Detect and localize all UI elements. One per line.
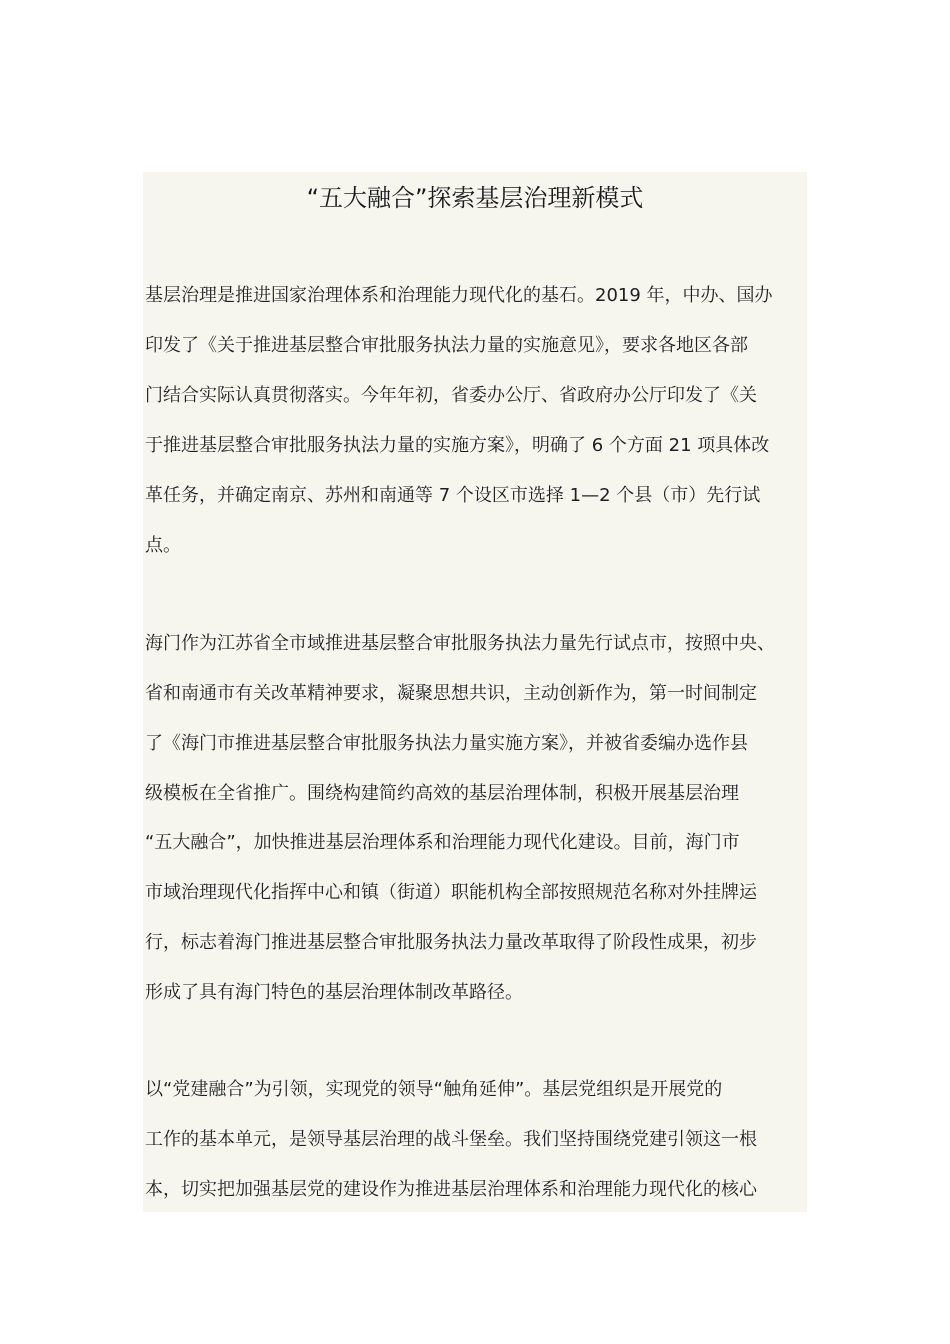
paragraph-2-line-1: 海门作为江苏省全市域推进基层整合审批服务执法力量先行试点市，按照中央、 — [145, 633, 775, 654]
paragraph-2-line-5: “五大融合”，加快推进基层治理体系和治理能力现代化建设。目前，海门市 — [145, 832, 740, 853]
paragraph-1-line-2: 印发了《关于推进基层整合审批服务执法力量的实施意见》，要求各地区各部 — [145, 335, 748, 356]
paragraph-2-line-3: 了《海门市推进基层整合审批服务执法力量实施方案》，并被省委编办选作县 — [145, 733, 748, 754]
paragraph-3-line-1: 以“党建融合”为引领，实现党的领导“触角延伸”。基层党组织是开展党的 — [145, 1079, 723, 1100]
paragraph-2-line-7: 行，标志着海门推进基层整合审批服务执法力量改革取得了阶段性成果，初步 — [145, 932, 757, 953]
document-title: “五大融合”探索基层治理新模式 — [306, 184, 644, 212]
paragraph-1-line-4: 于推进基层整合审批服务执法力量的实施方案》，明确了 6 个方面 21 项具体改 — [145, 435, 770, 456]
paragraph-2-line-2: 省和南通市有关改革精神要求，凝聚思想共识，主动创新作为，第一时间制定 — [145, 683, 757, 704]
paragraph-2-line-8: 形成了具有海门特色的基层治理体制改革路径。 — [145, 982, 523, 1003]
paragraph-1-line-3: 门结合实际认真贯彻落实。今年年初，省委办公厅、省政府办公厅印发了《关 — [145, 385, 757, 406]
paragraph-2-line-6: 市域治理现代化指挥中心和镇（街道）职能机构全部按照规范名称对外挂牌运 — [145, 882, 757, 903]
paragraph-2-line-4: 级模板在全省推广。围绕构建简约高效的基层治理体制，积极开展基层治理 — [145, 783, 739, 804]
paragraph-1-line-5: 革任务，并确定南京、苏州和南通等 7 个设区市选择 1—2 个县（市）先行试 — [145, 485, 761, 506]
paragraph-1-line-6: 点。 — [145, 535, 181, 556]
paragraph-3-line-2: 工作的基本单元，是领导基层治理的战斗堡垒。我们坚持围绕党建引领这一根 — [145, 1129, 757, 1150]
paragraph-3-line-3: 本，切实把加强基层党的建设作为推进基层治理体系和治理能力现代化的核心 — [145, 1179, 757, 1200]
paragraph-1-line-1: 基层治理是推进国家治理体系和治理能力现代化的基石。2019 年，中办、国办 — [145, 285, 773, 306]
